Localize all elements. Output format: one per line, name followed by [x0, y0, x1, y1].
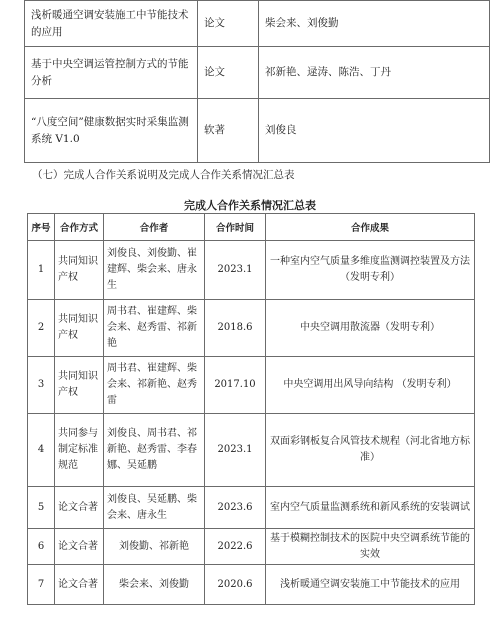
- cell-time: 2018.6: [205, 300, 266, 357]
- section-heading: （七）完成人合作关系说明及完成人合作关系情况汇总表: [32, 169, 295, 181]
- cell-no: 7: [28, 565, 55, 605]
- achievement-authors: 祁新艳、逯涛、陈浩、丁丹: [259, 47, 490, 99]
- table-row: [28, 487, 475, 529]
- header-no: 序号: [28, 214, 55, 241]
- table-row: [28, 300, 475, 357]
- cell-time: 2023.1: [205, 414, 266, 487]
- cell-mode: 共同参与制定标准规范: [55, 414, 104, 487]
- achievement-type: 软著: [198, 99, 259, 163]
- header-time: 合作时间: [205, 214, 266, 241]
- cell-result: 双面彩钢板复合风管技术规程（河北省地方标准）: [266, 414, 475, 487]
- cell-time: 2023.1: [205, 241, 266, 300]
- achievement-title: “八度空间”健康数据实时采集监测系统 V1.0: [25, 99, 198, 163]
- achievement-type: 论文: [198, 1, 259, 47]
- cell-result: 浅析暖通空调安装施工中节能技术的应用: [266, 565, 475, 605]
- cell-mode: 共同知识产权: [55, 300, 104, 357]
- cell-people: 柴会来、刘俊勤: [104, 565, 205, 605]
- table-row: [28, 414, 475, 487]
- table-row: [25, 1, 490, 47]
- cell-result: 基于模糊控制技术的医院中央空调系统节能的实效: [266, 529, 475, 565]
- cell-result: 一种室内空气质量多维度监测调控装置及方法（发明专利）: [266, 241, 475, 300]
- cell-people: 周书君、崔建辉、柴会来、祁新艳、赵秀雷: [104, 357, 205, 414]
- cell-no: 2: [28, 300, 55, 357]
- table-header-row: [28, 214, 475, 241]
- table-row: [28, 529, 475, 565]
- cell-people: 周书君、崔建辉、柴会来、赵秀雷、祁新艳: [104, 300, 205, 357]
- cell-time: 2022.6: [205, 529, 266, 565]
- cell-result: 中央空调用散流器（发明专利）: [266, 300, 475, 357]
- achievement-title: 浅析暖通空调安装施工中节能技术的应用: [25, 1, 198, 47]
- cell-no: 3: [28, 357, 55, 414]
- cell-time: 2020.6: [205, 565, 266, 605]
- cell-mode: 共同知识产权: [55, 357, 104, 414]
- header-people: 合作者: [104, 214, 205, 241]
- summary-table-title: 完成人合作关系情况汇总表: [184, 199, 316, 212]
- table-row: [25, 99, 490, 163]
- achievement-table: [24, 0, 490, 163]
- table-row: [28, 565, 475, 605]
- cell-people: 刘俊良、吴延鹏、柴会来、唐永生: [104, 487, 205, 529]
- cell-mode: 论文合著: [55, 487, 104, 529]
- cell-people: 刘俊勤、祁新艳: [104, 529, 205, 565]
- cell-people: 刘俊良、刘俊勤、崔建辉、柴会来、唐永生: [104, 241, 205, 300]
- cell-result: 室内空气质量监测系统和新风系统的安装调试: [266, 487, 475, 529]
- cell-no: 1: [28, 241, 55, 300]
- cooperation-summary-table: [27, 213, 475, 605]
- header-result: 合作成果: [266, 214, 475, 241]
- table-row: [25, 47, 490, 99]
- table-row: [28, 357, 475, 414]
- achievement-title: 基于中央空调运管控制方式的节能分析: [25, 47, 198, 99]
- cell-people: 刘俊良、周书君、祁新艳、赵秀雷、李春娜、吴延鹏: [104, 414, 205, 487]
- cell-result: 中央空调用出风导向结构 （发明专利）: [266, 357, 475, 414]
- cell-mode: 论文合著: [55, 529, 104, 565]
- cell-time: 2017.10: [205, 357, 266, 414]
- cell-time: 2023.6: [205, 487, 266, 529]
- header-mode: 合作方式: [55, 214, 104, 241]
- table-row: [28, 241, 475, 300]
- achievement-authors: 柴会来、刘俊勤: [259, 1, 490, 47]
- cell-no: 6: [28, 529, 55, 565]
- cell-no: 5: [28, 487, 55, 529]
- cell-mode: 共同知识产权: [55, 241, 104, 300]
- achievement-type: 论文: [198, 47, 259, 99]
- cell-mode: 论文合著: [55, 565, 104, 605]
- cell-no: 4: [28, 414, 55, 487]
- achievement-authors: 刘俊良: [259, 99, 490, 163]
